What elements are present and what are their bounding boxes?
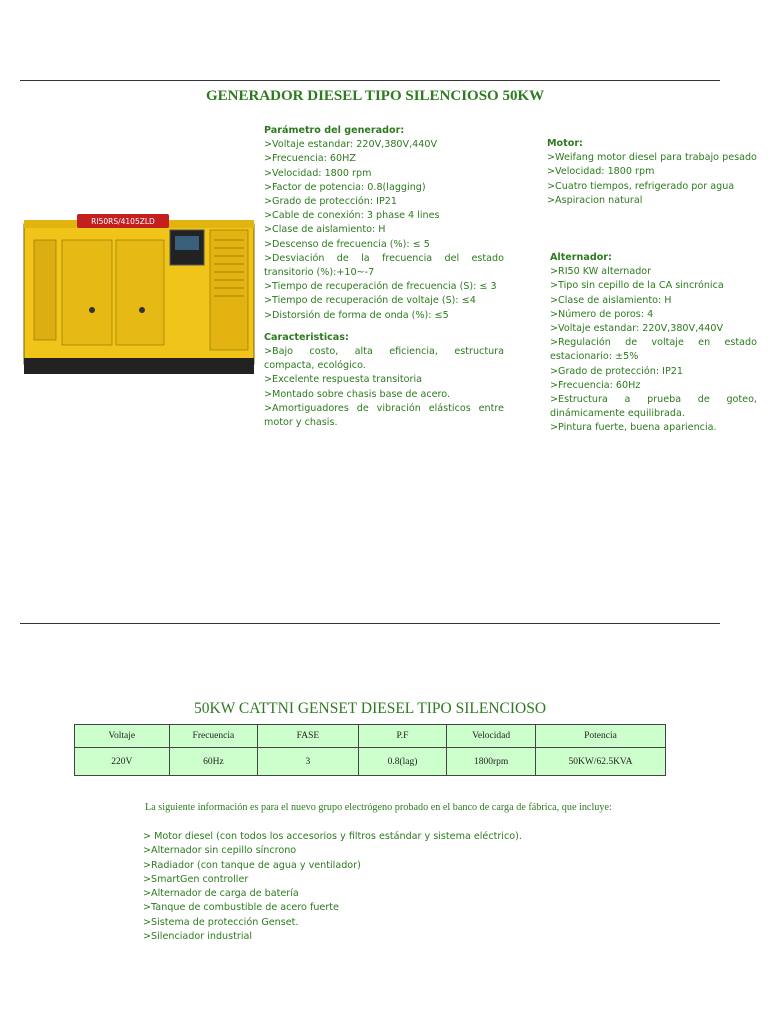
param-item: >Voltaje estandar: 220V,380V,440V [264, 139, 438, 151]
param-item: >Descenso de frecuencia (%): ≤ 5 [264, 238, 430, 250]
list-item: > Motor diesel (con todos los accesorios y filtros estándar y sistema eléctrico). [143, 831, 522, 842]
features-item: >Montado sobre chasis base de acero. [264, 388, 451, 400]
top-divider [20, 80, 720, 81]
alternator-heading: Alternador: [550, 252, 612, 263]
param-item: >Tiempo de recuperación de voltaje (S): ≤4 [264, 295, 476, 307]
param-heading: Parámetro del generador: [264, 125, 405, 136]
param-item: >Clase de aislamiento: H [264, 224, 386, 236]
section-title: 50KW CATTNI GENSET DIESEL TIPO SILENCIOSO [193, 700, 547, 717]
list-item: >Sistema de protección Genset. [143, 916, 299, 928]
param-item: >Tiempo de recuperación de frecuencia (S): ≤ 3 [264, 281, 497, 293]
middle-divider [20, 623, 720, 624]
param-item: >Cable de conexión: 3 phase 4 lines [264, 210, 440, 222]
features-item: >Excelente respuesta transitoria [264, 374, 422, 386]
list-item: >Radiador (con tanque de agua y ventilador) [143, 859, 361, 871]
param-item: >Frecuencia: 60HZ [264, 153, 356, 165]
param-item: >Grado de protección: IP21 [264, 196, 397, 208]
table-row [75, 748, 666, 776]
alternator-item: >Frecuencia: 60Hz [550, 379, 641, 391]
alternator-item: >Regulación de voltaje en estado estacionario: ±5% [550, 337, 757, 363]
features-heading: Caracteristicas: [264, 331, 349, 343]
features-item: >Amortiguadores de vibración elásticos entre motor y chasis. [264, 402, 504, 429]
param-item: >Velocidad: 1800 rpm [264, 167, 372, 179]
motor-item: >Cuatro tiempos, refrigerado por agua [547, 180, 735, 192]
table-cell: 60Hz [169, 748, 258, 776]
table-cell: 3 [258, 748, 358, 776]
table-cell: 1800rpm [447, 748, 536, 776]
param-item: >Factor de potencia: 0.8(lagging) [264, 181, 426, 193]
generator-parameters [264, 124, 504, 430]
alternator-item: >Clase de aislamiento: H [550, 294, 672, 306]
list-item: >Alternador de carga de batería [143, 888, 299, 900]
alternator-item: >Pintura fuerte, buena apariencia. [550, 422, 717, 434]
table-header-cell: Potencia [535, 725, 665, 748]
included-items-list [143, 830, 522, 944]
table-cell: 50KW/62.5KVA [535, 748, 665, 776]
list-item: >Tanque de combustible de acero fuerte [143, 902, 339, 914]
table-header-cell: FASE [258, 725, 358, 748]
generator-panel-label: RI50RS/4105ZLD [91, 217, 155, 226]
motor-item: >Aspiracion natural [547, 194, 643, 206]
param-item: >Desviación de la frecuencia del estado transitorio (%):+10~-7 [264, 252, 504, 279]
alternator-item: >Grado de protección: IP21 [550, 365, 683, 377]
table-header-cell: Frecuencia [169, 725, 258, 748]
spec-table [74, 724, 666, 776]
motor-section [547, 137, 757, 208]
list-item: >Alternador sin cepillo síncrono [143, 845, 297, 857]
param-item: >Distorsión de forma de onda (%): ≤5 [264, 309, 449, 321]
list-item: >SmartGen controller [143, 873, 249, 885]
motor-item: >Weifang motor diesel para trabajo pesado [547, 152, 757, 164]
alternator-item: >Voltaje estandar: 220V,380V,440V [550, 323, 724, 335]
intro-text: La siguiente información es para el nuevo grupo electrógeno probado en el banco de carga de fábrica, que incluye: [145, 802, 612, 813]
table-cell: 0.8(lag) [358, 748, 447, 776]
table-header-cell: Velocidad [447, 725, 536, 748]
alternator-item: >RI50 KW alternador [550, 266, 652, 278]
alternator-item: >Número de poros: 4 [550, 308, 654, 320]
table-header-cell: P.F [358, 725, 447, 748]
generator-icon [22, 200, 256, 378]
alternator-item: >Tipo sin cepillo de la CA sincrónica [550, 280, 724, 292]
features-item: >Bajo costo, alta eficiencia, estructura compacta, ecológico. [264, 346, 504, 372]
alternator-item: >Estructura a prueba de goteo, dinámicamente equilibrada. [550, 394, 757, 420]
table-header-cell: Voltaje [75, 725, 170, 748]
table-cell: 220V [75, 748, 170, 776]
list-item: >Silenciador industrial [143, 931, 253, 943]
motor-item: >Velocidad: 1800 rpm [547, 166, 655, 178]
page-title: GENERADOR DIESEL TIPO SILENCIOSO 50KW [206, 88, 545, 104]
table-header-row [75, 725, 666, 748]
motor-heading: Motor: [547, 138, 583, 149]
alternator-section [550, 251, 757, 436]
